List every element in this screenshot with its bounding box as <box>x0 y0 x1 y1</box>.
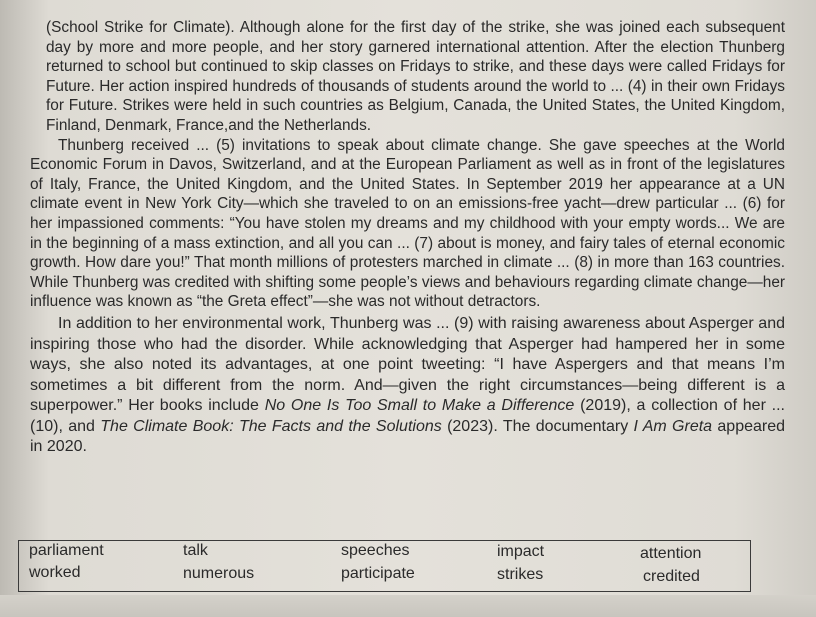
word-bank-item: participate <box>341 565 415 582</box>
word-bank-box <box>18 540 751 592</box>
paragraph-3-text-a: In addition to her environmental work, Thunberg was ... (9) with raising awareness about Asperger and inspiring those who had the disorder. While acknowledging that Asperger had hampered her in some ways, she also noted its advantages, at one point tweeting: “I have Aspergers and that means I’m sometimes a bit different from the norm. And—given the right circumstances—being different is a superpower.” Her books include <box>30 314 785 415</box>
paragraph-3-text-b: (2019), a collection of her ... (10), and <box>30 397 786 435</box>
word-bank-item: credited <box>643 568 700 585</box>
page-bottom-edge <box>0 595 816 617</box>
paragraph-3-text-d: appeared in 2020. <box>30 417 786 456</box>
film-title: I Am Greta <box>633 417 713 435</box>
word-bank-item: worked <box>29 564 81 581</box>
word-bank-item: attention <box>640 545 702 562</box>
word-bank-item: impact <box>497 543 545 560</box>
paragraph-2 <box>30 136 785 312</box>
paragraph-1: (School Strike for Climate). Although alone for the first day of the strike, she was joined each subsequent day by more and more people, and her story garnered international attention. After the election Thunberg returned to school but continued to skip classes on Fridays to strike, and these days were called Fridays for Future. Her action inspired hundreds of thousands of students around the world to ... (4) in their own Fridays for Future. Strikes were held in such countries as Belgium, Canada, the United States, the United Kingdom, Finland, Denmark, France,and the Netherlands. <box>46 19 785 134</box>
paragraph-3 <box>30 314 785 458</box>
word-bank-item: speeches <box>341 542 410 559</box>
word-bank-item: numerous <box>183 565 255 582</box>
paragraph-3-text-c: (2023). The documentary <box>441 417 634 435</box>
paragraph-2-text: Thunberg received ... (5) invitations to speak about climate change. She gave speeches at the World Economic Forum in Davos, Switzerland, and at the European Parliament as well as in front of the legislatures of Italy, France, the United Kingdom, and the United States. In September 2019 her appearance at a UN climate event in New York City—which she traveled to on an emissions-free yacht—drew particular ... (6) for her impassioned comments: “You have stolen my dreams and my childhood with your empty words... We are in the beginning of a mass extinction, and all you can ... (7) about is money, and fairy tales of eternal economic growth. How dare you!” That month millions of protesters marched in climate ... (8) in more than 163 countries. While Thunberg was credited with shifting some people’s views and behaviours regarding climate change—her influence was known as “the Greta effect”—she was not without detractors. <box>30 136 785 311</box>
word-bank-item: parliament <box>29 542 104 559</box>
word-bank-item: strikes <box>497 566 544 583</box>
book-title-1: No One Is Too Small to Make a Difference <box>264 397 575 415</box>
book-title-2: The Climate Book: The Facts and the Solutions <box>100 417 442 435</box>
word-bank-item: talk <box>183 542 208 559</box>
reading-text <box>30 18 785 458</box>
